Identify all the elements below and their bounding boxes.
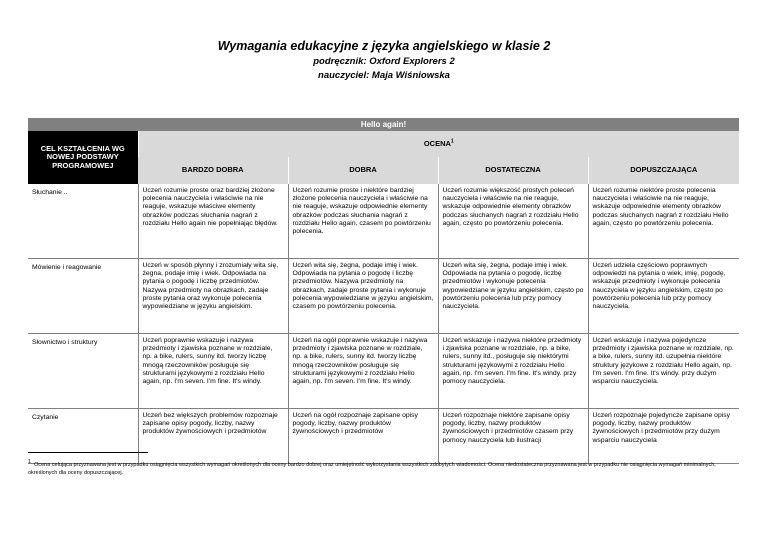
ocena-footnote-ref: 1 [450, 138, 454, 145]
cel-column-header: CEL KSZTAŁCENIA WG NOWEJ PODSTAWY PROGRAMOWEJ [28, 131, 138, 184]
table-cell: Uczeń rozpoznaje niektóre zapisane opisy pogody, liczby, nazwy produktów żywnościowych i przedmiotów czasem przy pomocy nauczyciela lub ilustracji [438, 409, 588, 464]
requirements-table [28, 131, 739, 464]
teacher-line: nauczyciel: Maja Wiśniowska [318, 70, 450, 81]
ocena-header [138, 131, 739, 157]
table-cell: Uczeń poprawnie wskazuje i nazywa przedmioty i zjawiska poznane w rozdziale, np. a bike, rulers, sunny itd. tworzy liczbę mnogą rzeczowników posługuje się strukturami językowymi z rozdziału Hello again, np. I'm seven. I'm fine. It's windy. [138, 334, 288, 409]
level-header-dopuszczajaca: DOPUSZCZAJĄCA [588, 157, 739, 184]
row-cel: Słownictwo i struktury [28, 334, 138, 409]
row-cel: Słuchanie .. [28, 184, 138, 259]
table-row [28, 259, 739, 334]
level-header-bardzo-dobra: BARDZO DOBRA [138, 157, 288, 184]
table-cell: Uczeń rozumie proste i niektóre bardziej złożone polecenia nauczyciela i właściwie na nie reaguje, wskazuje odpowiednie elementy obrazków podczas słuchania nagrań z rozdziału Hello again, czasem po powtórzeniu polecenia. [288, 184, 438, 259]
footnote-divider [28, 452, 148, 453]
table-row [28, 184, 739, 259]
section-title: Hello again! [28, 118, 739, 131]
table-cell: Uczeń bez większych problemów rozpoznaje zapisane opisy pogody, liczby, nazwy produktów żywnościowych i przedmiotów [138, 409, 288, 464]
footnote-number: 1 [28, 459, 32, 465]
table-cell: Uczeń rozpoznaje pojedyncze zapisane opisy pogody, liczby, nazwy produktów żywnościowych i przedmiotów przy dużym wsparciu nauczyciela [588, 409, 739, 464]
table-cell: Uczeń wskazuje i nazywa niektóre przedmioty i zjawiska poznane w rozdziale, np. a bike, rulers, sunny itd., posługuje się niektórymi strukturami językowymi z rozdziału Hello again, np. I'm seven. I'm fine. It's windy. przy pomocy nauczyciela. [438, 334, 588, 409]
document-title: Wymagania edukacyjne z języka angielskiego w klasie 2 [217, 39, 551, 53]
table-cell: Uczeń udziela częściowo poprawnych odpowiedzi na pytania o wiek, imię, pogodę, wskazuje przedmioty i wykonuje polecenia nauczyciela w języku angielskim, często po powtórzeniu polecenia lub przy pomocy nauczyciela. [588, 259, 739, 334]
level-header-dobra: DOBRA [288, 157, 438, 184]
row-cel: Czytanie [28, 409, 138, 464]
table-cell: Uczeń wita się, żegna, podaje imię i wiek. Odpowiada na pytania o pogodę i liczbę przedmiotów. Nazywa przedmioty na obrazkach, zadaje proste pytania i wykonuje polecenia wypowiedziane w języku angielskim, czasem po powtórzeniu polecenia. [288, 259, 438, 334]
level-header-dostateczna: DOSTATECZNA [438, 157, 588, 184]
table-cell: Uczeń na ogół poprawnie wskazuje i nazywa przedmioty i zjawiska poznane w rozdziale, np. a bike, rulers, sunny itd. tworzy liczbę mnogą rzeczowników posługuje się strukturami językowymi z rozdziału Hello again, np. I'm seven. I'm fine. It's windy. [288, 334, 438, 409]
table-cell: Uczeń na ogół rozpoznaje zapisane opisy pogody, liczby, nazwy produktów żywnościowych i przedmiotów [288, 409, 438, 464]
table-cell: Uczeń wskazuje i nazywa pojedyncze przedmioty i zjawiska poznane w rozdziale, np. a bike, rulers, sunny itd. uzupełnia niektóre struktury językowe z rozdziału Hello again, np. I'm seven. I'm fine. It's windy. przy dużym wsparciu nauczyciela. [588, 334, 739, 409]
textbook-line: podręcznik: Oxford Explorers 2 [313, 56, 455, 67]
table-row [28, 409, 739, 464]
table-cell: Uczeń rozumie większość prostych poleceń nauczyciela i właściwie na nie reaguje, wskazuje odpowiednie elementy obrazków podczas słuchanych nagrań z rozdziału Hello again, często po powtórzeniu polecenia. [438, 184, 588, 259]
table-cell: Uczeń rozumie niektóre proste polecenia nauczyciela i właściwie na nie reaguje, wskazuje odpowiednie elementy obrazków podczas słuchanych nagrań z rozdziału Hello again, często po powtórzeniu polecenia. [588, 184, 739, 259]
footnote [28, 458, 739, 477]
table-row [28, 334, 739, 409]
footnote-text: Ocena celująca przyznawana jest w przypadku osiągnięcia wszystkich wymagań określonych dla oceny bardzo dobrej oraz umiejętność wykorzystania wszystkich zdobytych wiadomości. Ocena niedostateczna przyznawana jest w przypadku nie osiągnięcia wymagań minimalnych, określonych dla oceny dopuszczającej. [28, 461, 716, 476]
table-cell: Uczeń w sposób płynny i zrozumiały wita się, żegna, podaje imię i wiek. Odpowiada na pytania o pogodę i liczbę przedmiotów. Nazywa przedmioty na obrazkach, zadaje proste pytania oraz wykonuje polecenia wypowiedziane w języku angielskim. [138, 259, 288, 334]
row-cel: Mówienie i reagowanie [28, 259, 138, 334]
ocena-label: OCENA [423, 138, 451, 148]
table-cell: Uczeń rozumie proste oraz bardziej złożone polecenia nauczyciela i właściwie na nie reaguje, wskazuje właściwe elementy obrazków podczas słuchania nagrań z rozdziału Hello again nie popełniając błędów. [138, 184, 288, 259]
table-cell: Uczeń wita się, żegna, podaje imię i wiek. Odpowiada na pytania o pogodę, liczbę przedmiotów i wykonuje polecenia wypowiedziane w języku angielskim, często po powtórzeniu polecenia lub przy pomocy nauczyciela. [438, 259, 588, 334]
